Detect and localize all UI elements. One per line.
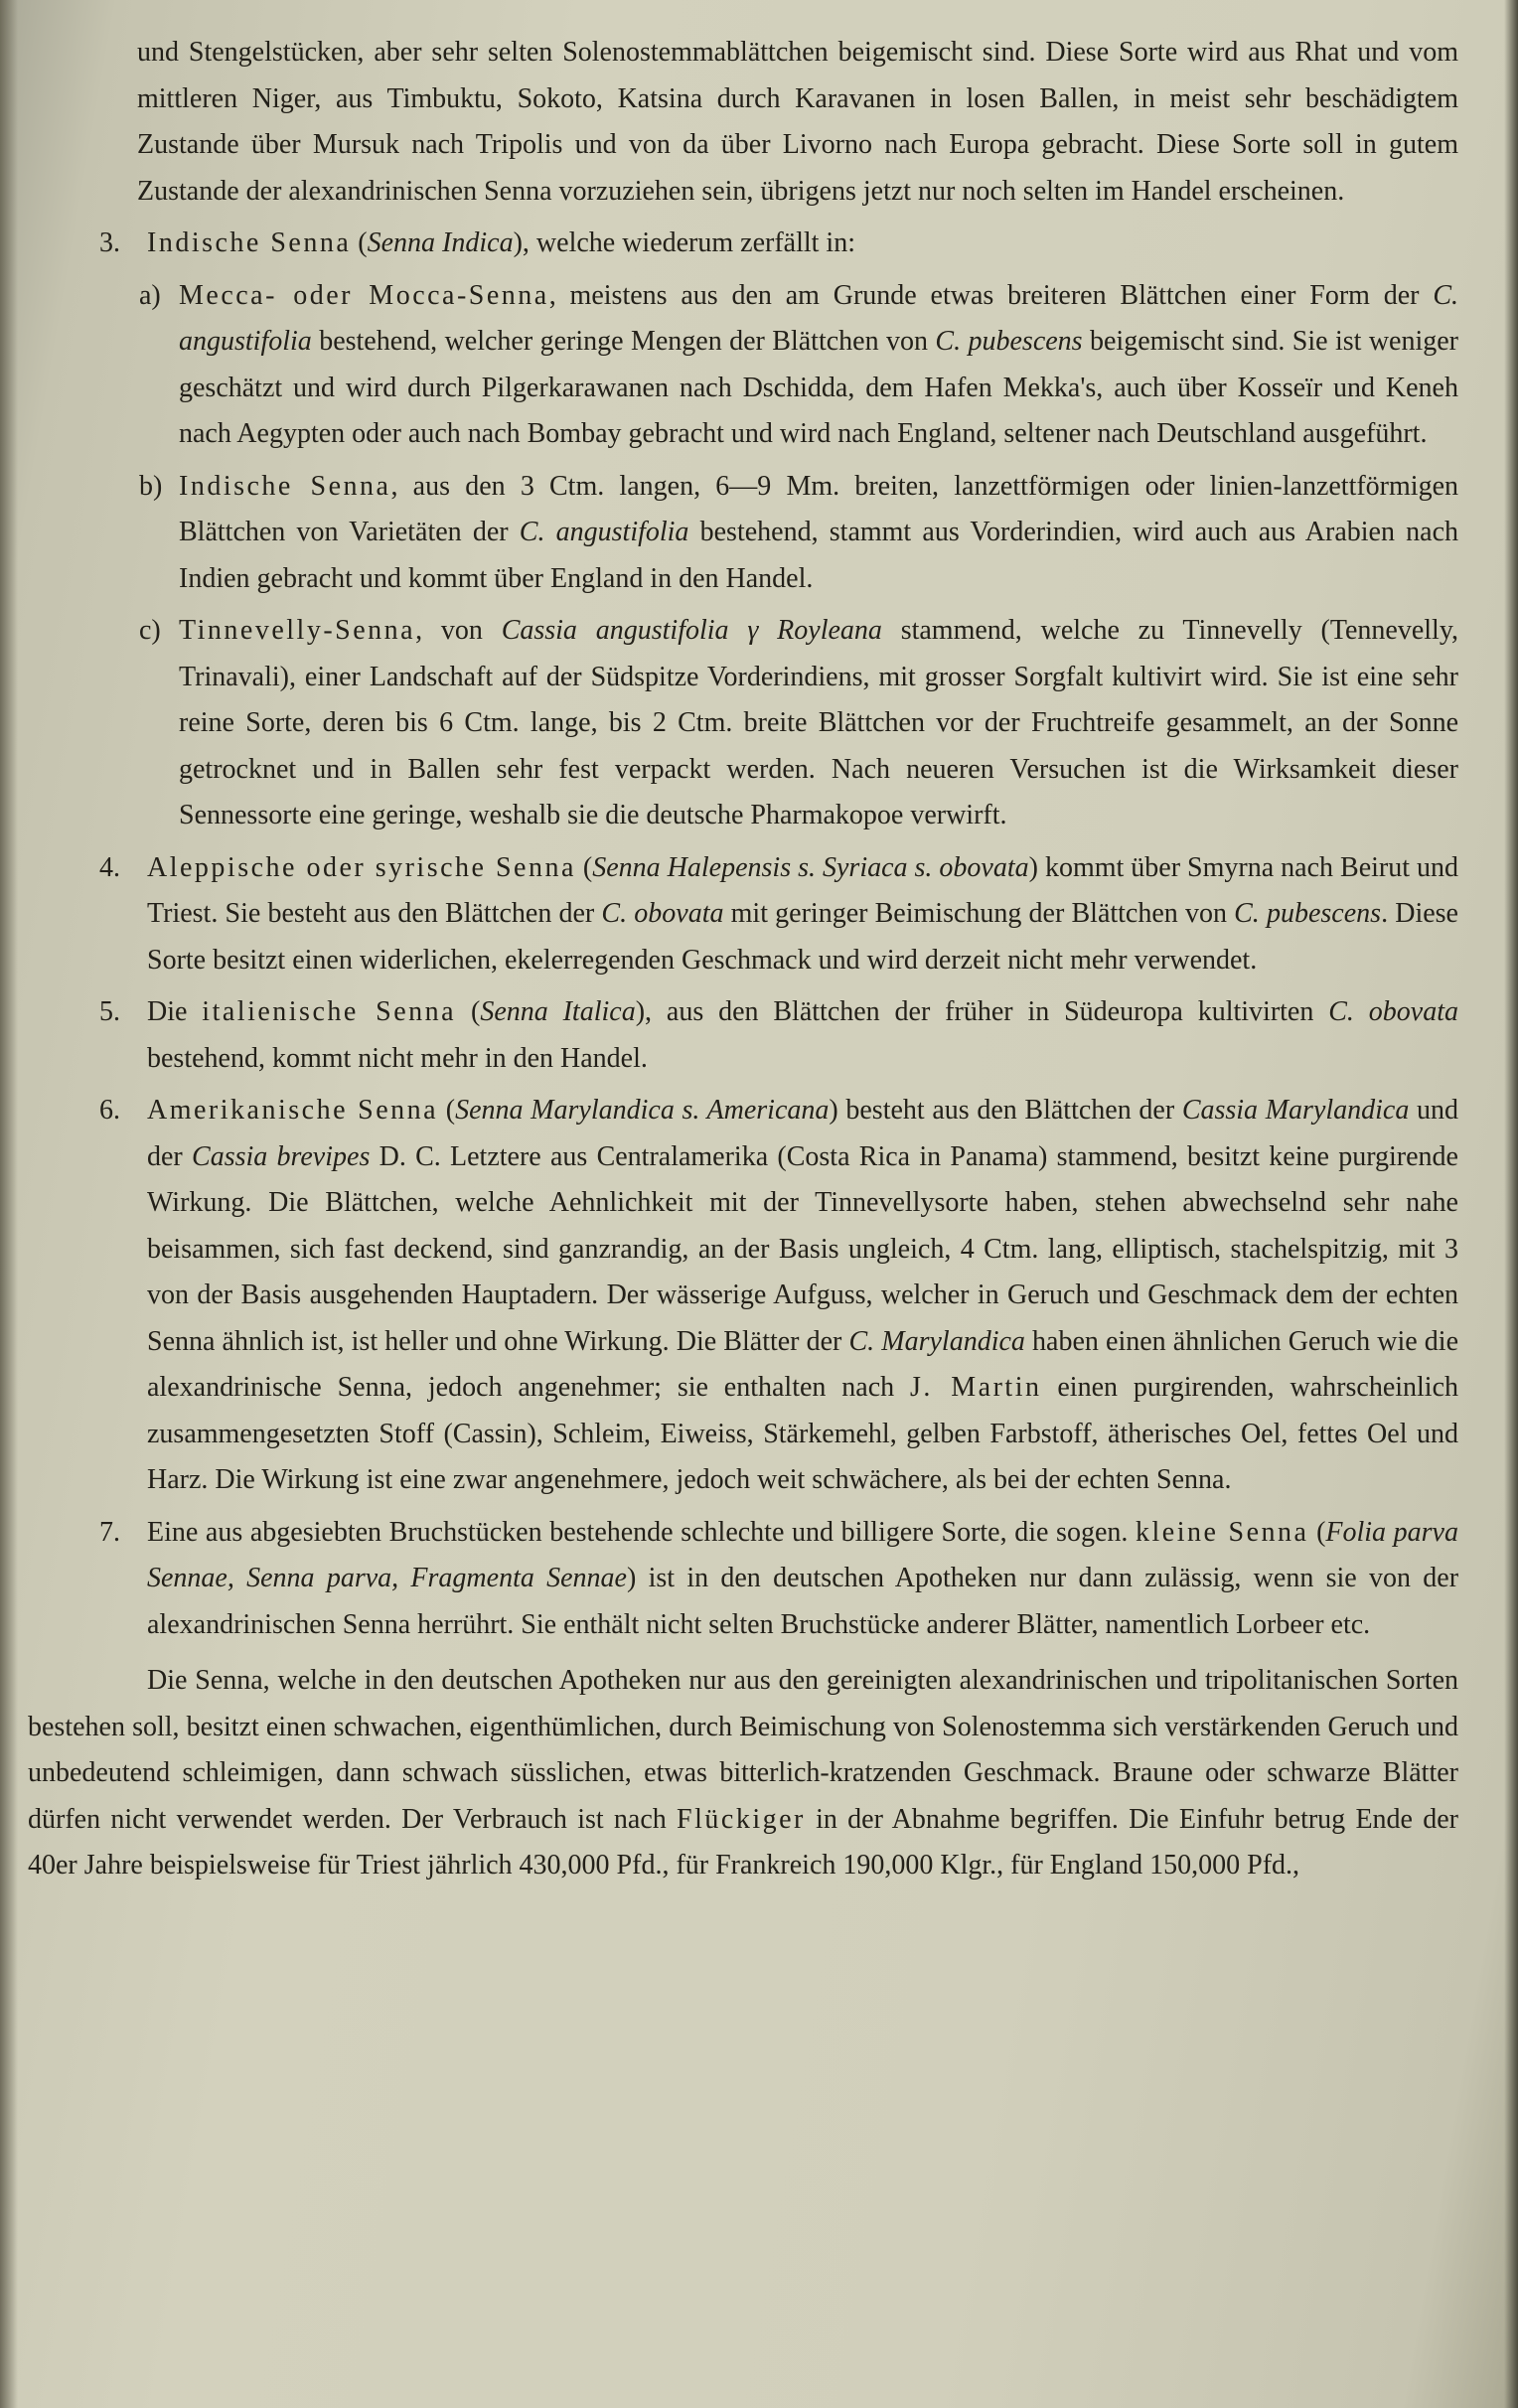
- species-name: Cassia angustifolia γ Royleana: [501, 615, 882, 646]
- variety-name: Amerikanische Senna: [147, 1095, 439, 1126]
- list-item-3: 3. Indische Senna (Senna Indica), welche wiederum zerfällt in:: [28, 221, 1458, 267]
- species-name: Cassia brevipes: [192, 1140, 371, 1172]
- list-item-4: 4. Aleppische oder syrische Senna (Senna Halepensis s. Syriaca s. obovata) kommt über Smyrna nach Beirut und Triest. Sie besteht aus den Blättchen der C. obovata mit geringer Beimischung der Blättchen von C. pubescens. Diese Sorte besitzt einen widerlichen, ekelerregenden Geschmack und wird derzeit nicht mehr verwendet.: [28, 845, 1458, 984]
- species-name: C. obovata: [1328, 996, 1458, 1027]
- item-number: 3.: [99, 227, 120, 258]
- species-name: C. angustifolia: [179, 279, 1459, 357]
- list-subitem-3b: b) Indische Senna, aus den 3 Ctm. langen, 6—9 Mm. breiten, lanzettförmigen oder linien-lanzettförmigen Blättchen von Varietäten der C. angustifolia bestehend, stammt aus Vorderindien, wird auch aus Arabien nach Indien gebracht und kommt über England in den Handel.: [28, 464, 1458, 603]
- author-name: Flückiger: [677, 1803, 806, 1835]
- variety-name: Tinnevelly-Senna: [179, 615, 416, 646]
- closing-paragraph: Die Senna, welche in den deutschen Apotheken nur aus den gereinigten alexandrinischen und tripolitanischen Sorten bestehen soll, besitzt einen schwachen, eigenthümlichen, durch Beimischung von Solenostemma sich verstärkenden Geruch und unbedeutend schleimigen, dann schwach süsslichen, etwas bitterlich-kratzenden Geschmack. Braune oder schwarze Blätter dürfen nicht verwendet werden. Der Verbrauch ist nach Flückiger in der Abnahme begriffen. Die Einfuhr betrug Ende der 40er Jahre beispielsweise für Triest jährlich 430,000 Pfd., für Frankreich 190,000 Klgr., für England 150,000 Pfd.,: [28, 1665, 1458, 1881]
- variety-name: italienische Senna: [202, 996, 457, 1027]
- list-subitem-3c: c) Tinnevelly-Senna, von Cassia angustifolia γ Royleana stammend, welche zu Tinnevelly (Tennevelly, Trinavali), einer Landschaft auf der Südspitze Vorderindiens, mit grosser Sorgfalt kultivirt wird. Sie ist eine sehr reine Sorte, deren bis 6 Ctm. lange, bis 2 Ctm. breite Blättchen vor der Fruchtreife gesammelt, an der Sonne getrocknet und in Ballen sehr fest verpackt werden. Nach neueren Versuchen ist die Wirksamkeit dieser Sennessorte eine geringe, weshalb sie die deutsche Pharmakopoe verwirft.: [28, 608, 1458, 839]
- list-item-6: 6. Amerikanische Senna (Senna Marylandica s. Americana) besteht aus den Blättchen der Cassia Marylandica und der Cassia brevipes D. C. Letztere aus Centralamerika (Costa Rica in Panama) stammend, besitzt keine purgirende Wirkung. Die Blättchen, welche Aehnlichkeit mit der Tinnevellysorte haben, stehen abwechselnd sehr nahe beisammen, sich fast deckend, sind ganzrandig, an der Basis ungleich, 4 Ctm. lang, elliptisch, stachelspitzig, mit 3 von der Basis ausgehenden Hauptadern. Der wässerige Aufguss, welcher in Geruch und Geschmack dem der echten Senna ähnlich ist, ist heller und ohne Wirkung. Die Blätter der C. Marylandica haben einen ähnlichen Geruch wie die alexandrinische Senna, jedoch angenehmer; sie enthalten nach J. Martin einen purgirenden, wahrscheinlich zusammengesetzten Stoff (Cassin), Schleim, Eiweiss, Stärkemehl, gelben Farbstoff, ätherisches Oel, fettes Oel und Harz. Die Wirkung ist eine zwar angenehmere, jedoch weit schwächere, als bei der echten Senna.: [28, 1088, 1458, 1504]
- species-name: C. pubescens: [1234, 898, 1382, 929]
- list-subitem-3a: a) Mecca- oder Mocca-Senna, meistens aus den am Grunde etwas breiteren Blättchen einer Form der C. angustifolia bestehend, welcher geringe Mengen der Blättchen von C. pubescens beigemischt sind. Sie ist weniger geschätzt und wird durch Pilgerkarawanen nach Dschidda, dem Hafen Mekka's, auch über Kosseïr und Keneh nach Aegypten oder auch nach Bombay gebracht und wird nach England, seltener nach Deutschland ausgeführt.: [28, 273, 1458, 458]
- subitem-letter: a): [139, 279, 161, 311]
- item-number: 6.: [99, 1095, 120, 1126]
- variety-name: Aleppische oder syrische Senna: [147, 851, 576, 883]
- latin-name: Senna Italica: [480, 996, 636, 1027]
- species-name: C. Marylandica: [848, 1325, 1025, 1357]
- species-name: C. pubescens: [935, 326, 1083, 357]
- species-name: C. angustifolia: [519, 517, 689, 547]
- species-name: Cassia Marylandica: [1181, 1095, 1410, 1126]
- variety-name: Indische Senna: [147, 227, 352, 258]
- body-text: [28, 30, 1458, 1889]
- latin-name: Folia parva Sennae, Senna parva, Fragmenta Sennae: [147, 1516, 1458, 1593]
- list-item-5: 5. Die italienische Senna (Senna Italica), aus den Blättchen der früher in Südeuropa kultivirten C. obovata bestehend, kommt nicht mehr in den Handel.: [28, 989, 1458, 1082]
- subitem-letter: c): [139, 615, 161, 646]
- variety-name: Indische Senna: [179, 470, 391, 502]
- species-name: C. obovata: [601, 898, 724, 929]
- latin-name: Senna Halepensis s. Syriaca s. obovata: [592, 851, 1029, 883]
- variety-name: kleine Senna: [1135, 1516, 1309, 1548]
- latin-name: Senna Indica: [367, 227, 514, 258]
- subitem-letter: b): [139, 470, 163, 502]
- variety-name: Mecca- oder Mocca-Senna: [179, 279, 549, 311]
- continuation-paragraph: und Stengelstücken, aber sehr selten Solenostemmablättchen beigemischt sind. Diese Sorte wird aus Rhat und vom mittleren Niger, aus Timbuktu, Sokoto, Katsina durch Karavanen in losen Ballen, in meist sehr beschädigtem Zustande über Mursuk nach Tripolis und von da über Livorno nach Europa gebracht. Diese Sorte soll in gutem Zustande der alexandrinischen Senna vorzuziehen sein, übrigens jetzt nur noch selten im Handel erscheinen.: [137, 37, 1458, 207]
- list-item-7: 7. Eine aus abgesiebten Bruchstücken bestehende schlechte und billigere Sorte, die sogen. kleine Senna (Folia parva Sennae, Senna parva, Fragmenta Sennae) ist in den deutschen Apotheken nur dann zulässig, wenn sie von der alexandrinischen Senna herrührt. Sie enthält nicht selten Bruchstücke anderer Blätter, namentlich Lorbeer etc.: [28, 1510, 1458, 1649]
- item-number: 7.: [99, 1516, 120, 1548]
- author-name: J. Martin: [910, 1372, 1042, 1403]
- latin-name: Senna Marylandica s. Americana: [455, 1095, 830, 1126]
- item-number: 4.: [99, 851, 120, 883]
- item-number: 5.: [99, 996, 120, 1027]
